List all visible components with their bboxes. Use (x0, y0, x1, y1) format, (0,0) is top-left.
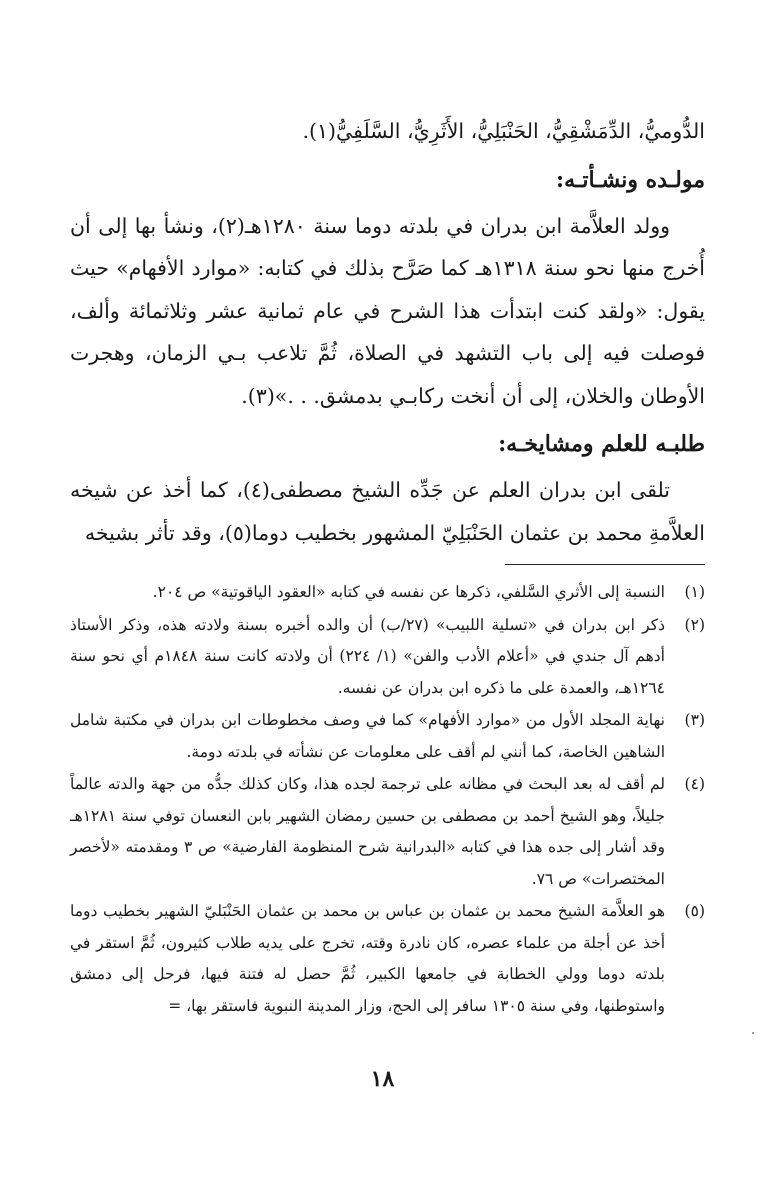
footnote-text: ذكر ابن بدران في «تسلية اللبيب» (٢٧/ب) أن والده أخبره بسنة ولادته هذه، وذكر الأستاذ أدهم آل جندي في «أعلام الأدب والفن» (١/ ٢٢٤) أن ولادته كانت سنة ١٨٤٨م أي نحو سنة ١٢٦٤هـ، والعمدة على ما ذكره ابن بدران عن نفسه. (70, 615, 665, 697)
scan-speck (752, 1032, 754, 1034)
page-body (70, 110, 705, 1023)
section-heading-study: طلبـه للعلم ومشايخـه: (498, 431, 705, 457)
footnote-number: (٤) (684, 775, 705, 793)
footnote-divider (505, 564, 705, 565)
page-number: ١٨ (370, 1066, 395, 1092)
section-heading-birth: مولـده ونشـأتـه: (555, 166, 705, 193)
footnote (70, 769, 705, 895)
birth-paragraph: وولد العلاَّمة ابن بدران في بلدته دوما سنة ١٢٨٠هـ(٢)، ونشأ بها إلى أن أُخرج منها نحو سنة ١٣١٨هـ كما صَرَّح بذلك في كتابه: «موارد الأفهام» حيث يقول: «ولقد كنت ابتدأت هذا الشرح في عام ثمانية عشر وثلاثمائة وألف، فوصلت فيه إلى باب التشهد في الصلاة، ثُمَّ تلاعب بـي الزمان، وهجرت الأوطان والخلان، إلى أن أنخت ركابـي بدمشق. . .»(٣). (70, 213, 705, 408)
study-paragraph: تلقى ابن بدران العلم عن جَدِّه الشيخ مصطفى(٤)، كما أخذ عن شيخه العلاَّمةِ محمد بن عثمان الحَنْبَلِيّ المشهور بخطيب دوما(٥)، وقد تأثر بشيخه (70, 478, 705, 545)
footnote (70, 610, 705, 705)
footnote-text: لم أقف له بعد البحث في مظانه على ترجمة لجده هذا، وكان كذلك جدُّه من جهة والدته عالماً جليلاً، وهو الشيخ أحمد بن مصطفى بن حسين رمضان الشهير بابن النعسان توفي سنة ١٢٨١هـ وقد أشار إلى جده هذا في كتابه «البدرانية شرح المنظومة الفارضية» ص ٣ ومقدمته «لأخصر المختصرات» ص ٧٦. (70, 775, 665, 888)
footnote (70, 896, 705, 1022)
footnote-number: (٥) (684, 902, 705, 920)
footnote-text: النسبة إلى الأثري السَّلفي، ذكرها عن نفسه في كتابه «العقود الياقوتية» ص ٢٠٤. (152, 583, 665, 601)
footnote-number: (٢) (684, 615, 705, 634)
footnotes (70, 577, 705, 1022)
footnote-text: هو العلاَّمة الشيخ محمد بن عثمان بن عباس بن محمد بن عثمان الحَنْبَليّ الشهير بخطيب دوما أخذ عن أجلة من علماء عصره، كان نادرة وقته، تخرج على يديه طلاب كثيرون، ثُمَّ استقر في بلدته دوما وولي الخطابة في جامعها الكبير، ثُمَّ حصل له فتنة فيها، فرحل إلى دمشق واستوطنها، وفي سنة ١٣٠٥ سافر إلى الحج، وزار المدينة النبوية فاستقر بها، = (70, 902, 665, 1015)
footnote-number: (١) (684, 583, 705, 601)
footnote-text: نهاية المجلد الأول من «موارد الأفهام» كما في وصف مخطوطات ابن بدران في مكتبة شامل الشاهين الخاصة، كما أنني لم أقف على معلومات عن نشأته في بلدته دومة. (70, 711, 665, 761)
footnote (70, 577, 705, 609)
footnote-number: (٣) (684, 711, 705, 729)
footnote (70, 705, 705, 768)
intro-line: الدُّوميُّ، الدِّمَشْقِيُّ، الحَنْبَلِيُّ، الأَثَرِيُّ، السَّلَفِيُّ(١). (302, 119, 705, 143)
